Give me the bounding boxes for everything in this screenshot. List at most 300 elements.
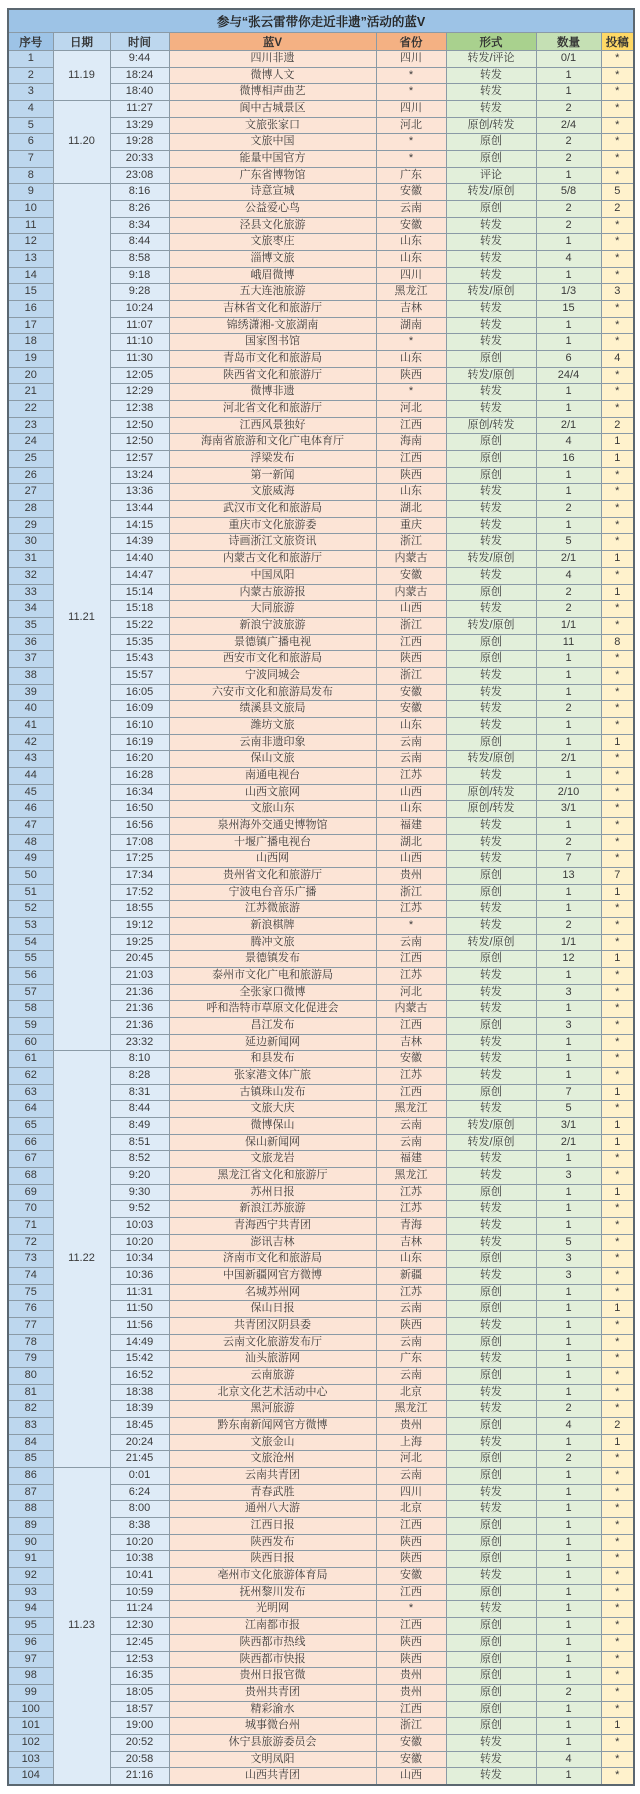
submission-cell: * bbox=[601, 1684, 634, 1701]
serial-cell: 83 bbox=[8, 1418, 53, 1435]
province-cell: * bbox=[376, 1601, 446, 1618]
form-cell: 原创 bbox=[446, 201, 536, 218]
serial-cell: 37 bbox=[8, 651, 53, 668]
submission-cell: 1 bbox=[601, 1434, 634, 1451]
form-cell: 转发 bbox=[446, 317, 536, 334]
submission-cell: * bbox=[601, 651, 634, 668]
province-cell: 江苏 bbox=[376, 1067, 446, 1084]
serial-cell: 78 bbox=[8, 1334, 53, 1351]
submission-cell: * bbox=[601, 1668, 634, 1685]
province-cell: 江西 bbox=[376, 1584, 446, 1601]
bluev-name-cell: 山西网 bbox=[169, 851, 376, 868]
serial-cell: 41 bbox=[8, 717, 53, 734]
time-cell: 10:41 bbox=[110, 1568, 169, 1585]
submission-cell: * bbox=[601, 1401, 634, 1418]
serial-cell: 81 bbox=[8, 1384, 53, 1401]
province-cell: 海南 bbox=[376, 434, 446, 451]
province-cell: 山西 bbox=[376, 601, 446, 618]
quantity-cell: 1 bbox=[536, 1668, 601, 1685]
time-cell: 12:50 bbox=[110, 434, 169, 451]
form-cell: 原创 bbox=[446, 734, 536, 751]
form-cell: 转发/原创 bbox=[446, 367, 536, 384]
serial-cell: 5 bbox=[8, 117, 53, 134]
serial-cell: 91 bbox=[8, 1551, 53, 1568]
serial-cell: 74 bbox=[8, 1268, 53, 1285]
time-cell: 12:57 bbox=[110, 451, 169, 468]
form-cell: 转发 bbox=[446, 517, 536, 534]
serial-cell: 7 bbox=[8, 151, 53, 168]
column-header-bluev: 蓝V bbox=[169, 33, 376, 51]
serial-cell: 20 bbox=[8, 367, 53, 384]
bluev-name-cell: 光明网 bbox=[169, 1601, 376, 1618]
submission-cell: * bbox=[601, 51, 634, 68]
serial-cell: 22 bbox=[8, 401, 53, 418]
quantity-cell: 3 bbox=[536, 984, 601, 1001]
bluev-name-cell: 中国凤阳 bbox=[169, 567, 376, 584]
serial-cell: 61 bbox=[8, 1051, 53, 1068]
serial-cell: 24 bbox=[8, 434, 53, 451]
submission-cell: * bbox=[601, 467, 634, 484]
form-cell: 转发 bbox=[446, 984, 536, 1001]
bluev-name-cell: 中国新疆网官方微博 bbox=[169, 1268, 376, 1285]
bluev-name-cell: 十堰广播电视台 bbox=[169, 834, 376, 851]
quantity-cell: 4 bbox=[536, 1418, 601, 1435]
bluev-name-cell: 保山新闻网 bbox=[169, 1134, 376, 1151]
bluev-name-cell: 新浪宁波旅游 bbox=[169, 617, 376, 634]
bluev-name-cell: 吉林省文化和旅游厅 bbox=[169, 301, 376, 318]
form-cell: 转发 bbox=[446, 1051, 536, 1068]
form-cell: 原创 bbox=[446, 867, 536, 884]
form-cell: 转发 bbox=[446, 701, 536, 718]
table-row bbox=[8, 184, 634, 201]
date-cell: 11.22 bbox=[53, 1051, 110, 1468]
submission-cell: * bbox=[601, 1468, 634, 1485]
form-cell: 转发 bbox=[446, 901, 536, 918]
bluev-name-cell: 古镇珠山发布 bbox=[169, 1084, 376, 1101]
serial-cell: 66 bbox=[8, 1134, 53, 1151]
serial-cell: 73 bbox=[8, 1251, 53, 1268]
form-cell: 转发/原创 bbox=[446, 284, 536, 301]
form-cell: 原创 bbox=[446, 1668, 536, 1685]
time-cell: 18:38 bbox=[110, 1384, 169, 1401]
province-cell: 安徽 bbox=[376, 1734, 446, 1751]
province-cell: 吉林 bbox=[376, 1234, 446, 1251]
form-cell: 转发 bbox=[446, 1568, 536, 1585]
serial-cell: 32 bbox=[8, 567, 53, 584]
quantity-cell: 2 bbox=[536, 1684, 601, 1701]
submission-cell: 8 bbox=[601, 634, 634, 651]
form-cell: 原创 bbox=[446, 1251, 536, 1268]
quantity-cell: 2/1 bbox=[536, 751, 601, 768]
submission-cell: * bbox=[601, 67, 634, 84]
province-cell: 云南 bbox=[376, 751, 446, 768]
form-cell: 原创 bbox=[446, 1368, 536, 1385]
bluev-name-cell: 澎讯吉林 bbox=[169, 1234, 376, 1251]
province-cell: 云南 bbox=[376, 1334, 446, 1351]
submission-cell: * bbox=[601, 851, 634, 868]
bluev-name-cell: 云南共青团 bbox=[169, 1468, 376, 1485]
time-cell: 17:25 bbox=[110, 851, 169, 868]
submission-cell: * bbox=[601, 917, 634, 934]
province-cell: 湖南 bbox=[376, 317, 446, 334]
submission-cell: * bbox=[601, 1701, 634, 1718]
submission-cell: * bbox=[601, 934, 634, 951]
province-cell: 重庆 bbox=[376, 517, 446, 534]
bluev-name-cell: 广东省博物馆 bbox=[169, 167, 376, 184]
quantity-cell: 1 bbox=[536, 517, 601, 534]
submission-cell: * bbox=[601, 501, 634, 518]
province-cell: 河北 bbox=[376, 984, 446, 1001]
form-cell: 原创 bbox=[446, 1518, 536, 1535]
time-cell: 19:12 bbox=[110, 917, 169, 934]
form-cell: 转发 bbox=[446, 484, 536, 501]
form-cell: 转发 bbox=[446, 817, 536, 834]
serial-cell: 10 bbox=[8, 201, 53, 218]
province-cell: 黑龙江 bbox=[376, 1101, 446, 1118]
time-cell: 8:00 bbox=[110, 1501, 169, 1518]
submission-cell: 1 bbox=[601, 434, 634, 451]
submission-cell: 5 bbox=[601, 184, 634, 201]
bluev-name-cell: 阆中古城景区 bbox=[169, 101, 376, 118]
province-cell: 陕西 bbox=[376, 367, 446, 384]
quantity-cell: 16 bbox=[536, 451, 601, 468]
bluev-name-cell: 名城苏州网 bbox=[169, 1284, 376, 1301]
serial-cell: 26 bbox=[8, 467, 53, 484]
province-cell: 浙江 bbox=[376, 534, 446, 551]
bluev-name-cell: 文旅金山 bbox=[169, 1434, 376, 1451]
serial-cell: 56 bbox=[8, 967, 53, 984]
bluev-name-cell: 汕头旅游网 bbox=[169, 1351, 376, 1368]
form-cell: 原创 bbox=[446, 1017, 536, 1034]
form-cell: 原创 bbox=[446, 951, 536, 968]
province-cell: 黑龙江 bbox=[376, 1168, 446, 1185]
quantity-cell: 1 bbox=[536, 1201, 601, 1218]
bluev-name-cell: 保山文旅 bbox=[169, 751, 376, 768]
quantity-cell: 1 bbox=[536, 1151, 601, 1168]
submission-cell: 1 bbox=[601, 1134, 634, 1151]
bluev-name-cell: 宁波同城会 bbox=[169, 667, 376, 684]
form-cell: 原创 bbox=[446, 467, 536, 484]
form-cell: 转发 bbox=[446, 1751, 536, 1768]
bluev-name-cell: 浮梁发布 bbox=[169, 451, 376, 468]
time-cell: 10:20 bbox=[110, 1534, 169, 1551]
submission-cell: * bbox=[601, 1518, 634, 1535]
serial-cell: 89 bbox=[8, 1518, 53, 1535]
quantity-cell: 5 bbox=[536, 1234, 601, 1251]
province-cell: 贵州 bbox=[376, 1684, 446, 1701]
serial-cell: 21 bbox=[8, 384, 53, 401]
submission-cell: * bbox=[601, 1067, 634, 1084]
time-cell: 11:50 bbox=[110, 1301, 169, 1318]
time-cell: 15:57 bbox=[110, 667, 169, 684]
form-cell: 转发 bbox=[446, 834, 536, 851]
bluev-name-cell: 重庆市文化旅游委 bbox=[169, 517, 376, 534]
bluev-name-cell: 休宁县旅游委员会 bbox=[169, 1734, 376, 1751]
bluev-name-cell: 保山日报 bbox=[169, 1301, 376, 1318]
submission-cell: 1 bbox=[601, 1118, 634, 1135]
serial-cell: 12 bbox=[8, 234, 53, 251]
submission-cell: * bbox=[601, 667, 634, 684]
submission-cell: * bbox=[601, 767, 634, 784]
quantity-cell: 1 bbox=[536, 1734, 601, 1751]
form-cell: 原创 bbox=[446, 1468, 536, 1485]
quantity-cell: 1 bbox=[536, 1051, 601, 1068]
time-cell: 8:38 bbox=[110, 1518, 169, 1535]
form-cell: 原创 bbox=[446, 1584, 536, 1601]
time-cell: 12:29 bbox=[110, 384, 169, 401]
quantity-cell: 2/1 bbox=[536, 551, 601, 568]
form-cell: 转发 bbox=[446, 684, 536, 701]
submission-cell: * bbox=[601, 1101, 634, 1118]
form-cell: 原创/转发 bbox=[446, 417, 536, 434]
form-cell: 转发 bbox=[446, 1101, 536, 1118]
table-title: 参与“张云雷带你走近非遗”活动的蓝V bbox=[8, 9, 634, 33]
time-cell: 14:40 bbox=[110, 551, 169, 568]
serial-cell: 70 bbox=[8, 1201, 53, 1218]
province-cell: 福建 bbox=[376, 817, 446, 834]
province-cell: 湖北 bbox=[376, 501, 446, 518]
submission-cell: * bbox=[601, 1017, 634, 1034]
time-cell: 8:31 bbox=[110, 1084, 169, 1101]
time-cell: 8:51 bbox=[110, 1134, 169, 1151]
form-cell: 转发 bbox=[446, 917, 536, 934]
province-cell: 山东 bbox=[376, 234, 446, 251]
time-cell: 20:52 bbox=[110, 1734, 169, 1751]
bluev-name-cell: 文旅威海 bbox=[169, 484, 376, 501]
time-cell: 8:16 bbox=[110, 184, 169, 201]
province-cell: 浙江 bbox=[376, 667, 446, 684]
bluev-name-cell: 陕西都市热线 bbox=[169, 1634, 376, 1651]
serial-cell: 31 bbox=[8, 551, 53, 568]
date-cell: 11.19 bbox=[53, 51, 110, 101]
submission-cell: * bbox=[601, 101, 634, 118]
date-cell: 11.21 bbox=[53, 184, 110, 1051]
time-cell: 13:36 bbox=[110, 484, 169, 501]
serial-cell: 82 bbox=[8, 1401, 53, 1418]
bluev-name-cell: 诗画浙江文旅资讯 bbox=[169, 534, 376, 551]
quantity-cell: 1 bbox=[536, 1434, 601, 1451]
submission-cell: * bbox=[601, 1584, 634, 1601]
quantity-cell: 2/1 bbox=[536, 1134, 601, 1151]
province-cell: 山西 bbox=[376, 851, 446, 868]
table-row bbox=[8, 101, 634, 118]
form-cell: 原创 bbox=[446, 1701, 536, 1718]
province-cell: 安徽 bbox=[376, 701, 446, 718]
serial-cell: 79 bbox=[8, 1351, 53, 1368]
time-cell: 16:56 bbox=[110, 817, 169, 834]
province-cell: 山东 bbox=[376, 484, 446, 501]
province-cell: 江苏 bbox=[376, 1284, 446, 1301]
serial-cell: 25 bbox=[8, 451, 53, 468]
time-cell: 12:45 bbox=[110, 1634, 169, 1651]
table-row bbox=[8, 1051, 634, 1068]
serial-cell: 6 bbox=[8, 134, 53, 151]
form-cell: 转发 bbox=[446, 401, 536, 418]
province-cell: 福建 bbox=[376, 1151, 446, 1168]
submission-cell: * bbox=[601, 1501, 634, 1518]
province-cell: 江苏 bbox=[376, 1184, 446, 1201]
bluev-name-cell: 微博保山 bbox=[169, 1118, 376, 1135]
quantity-cell: 1 bbox=[536, 1384, 601, 1401]
bluev-name-cell: 能量中国官方 bbox=[169, 151, 376, 168]
quantity-cell: 1 bbox=[536, 1651, 601, 1668]
time-cell: 10:38 bbox=[110, 1551, 169, 1568]
serial-cell: 94 bbox=[8, 1601, 53, 1618]
bluev-name-cell: 泾县文化旅游 bbox=[169, 217, 376, 234]
time-cell: 8:28 bbox=[110, 1067, 169, 1084]
bluev-name-cell: 文旅龙岩 bbox=[169, 1151, 376, 1168]
serial-cell: 4 bbox=[8, 101, 53, 118]
bluev-name-cell: 通州八大游 bbox=[169, 1501, 376, 1518]
serial-cell: 16 bbox=[8, 301, 53, 318]
quantity-cell: 1 bbox=[536, 1718, 601, 1735]
quantity-cell: 1 bbox=[536, 901, 601, 918]
serial-cell: 69 bbox=[8, 1184, 53, 1201]
quantity-cell: 1 bbox=[536, 1468, 601, 1485]
quantity-cell: 1 bbox=[536, 334, 601, 351]
form-cell: 评论 bbox=[446, 167, 536, 184]
bluev-name-cell: 文旅张家口 bbox=[169, 117, 376, 134]
submission-cell: * bbox=[601, 301, 634, 318]
time-cell: 15:18 bbox=[110, 601, 169, 618]
serial-cell: 60 bbox=[8, 1034, 53, 1051]
bluev-name-cell: 文旅大庆 bbox=[169, 1101, 376, 1118]
bluev-name-cell: 泰州市文化广电和旅游局 bbox=[169, 967, 376, 984]
time-cell: 21:36 bbox=[110, 1017, 169, 1034]
submission-cell: 1 bbox=[601, 1084, 634, 1101]
province-cell: 贵州 bbox=[376, 1418, 446, 1435]
time-cell: 8:58 bbox=[110, 251, 169, 268]
quantity-cell: 1 bbox=[536, 84, 601, 101]
submission-cell: * bbox=[601, 1368, 634, 1385]
serial-cell: 103 bbox=[8, 1751, 53, 1768]
submission-cell: * bbox=[601, 967, 634, 984]
province-cell: 河北 bbox=[376, 1451, 446, 1468]
form-cell: 转发 bbox=[446, 1067, 536, 1084]
quantity-cell: 1 bbox=[536, 484, 601, 501]
submission-cell: * bbox=[601, 151, 634, 168]
quantity-cell: 2 bbox=[536, 601, 601, 618]
form-cell: 转发 bbox=[446, 601, 536, 618]
bluev-name-cell: 内蒙古文化和旅游厅 bbox=[169, 551, 376, 568]
quantity-cell: 1 bbox=[536, 1318, 601, 1335]
bluev-name-cell: 河北省文化和旅游厅 bbox=[169, 401, 376, 418]
time-cell: 21:45 bbox=[110, 1451, 169, 1468]
province-cell: 陕西 bbox=[376, 1534, 446, 1551]
province-cell: 吉林 bbox=[376, 1034, 446, 1051]
column-header-form: 形式 bbox=[446, 33, 536, 51]
submission-cell: * bbox=[601, 1318, 634, 1335]
submission-cell: * bbox=[601, 901, 634, 918]
serial-cell: 67 bbox=[8, 1151, 53, 1168]
time-cell: 8:26 bbox=[110, 201, 169, 218]
bluev-name-cell: 内蒙古旅游报 bbox=[169, 584, 376, 601]
province-cell: 云南 bbox=[376, 201, 446, 218]
form-cell: 原创 bbox=[446, 634, 536, 651]
quantity-cell: 1 bbox=[536, 1301, 601, 1318]
submission-cell: * bbox=[601, 717, 634, 734]
serial-cell: 19 bbox=[8, 351, 53, 368]
form-cell: 转发 bbox=[446, 1501, 536, 1518]
time-cell: 15:43 bbox=[110, 651, 169, 668]
serial-cell: 71 bbox=[8, 1218, 53, 1235]
bluev-name-cell: 泉州海外交通史博物馆 bbox=[169, 817, 376, 834]
time-cell: 8:44 bbox=[110, 1101, 169, 1118]
bluev-name-cell: 山西共青团 bbox=[169, 1768, 376, 1785]
submission-cell: * bbox=[601, 517, 634, 534]
bluev-name-cell: 北京文化艺术活动中心 bbox=[169, 1384, 376, 1401]
province-cell: 广东 bbox=[376, 1351, 446, 1368]
submission-cell: * bbox=[601, 1234, 634, 1251]
quantity-cell: 2 bbox=[536, 584, 601, 601]
time-cell: 11:27 bbox=[110, 101, 169, 118]
quantity-cell: 1 bbox=[536, 684, 601, 701]
bluev-name-cell: 文明凤阳 bbox=[169, 1751, 376, 1768]
bluev-name-cell: 六安市文化和旅游局发布 bbox=[169, 684, 376, 701]
time-cell: 17:08 bbox=[110, 834, 169, 851]
serial-cell: 23 bbox=[8, 417, 53, 434]
province-cell: 江西 bbox=[376, 417, 446, 434]
form-cell: 转发 bbox=[446, 567, 536, 584]
serial-cell: 42 bbox=[8, 734, 53, 751]
form-cell: 转发 bbox=[446, 67, 536, 84]
serial-cell: 65 bbox=[8, 1118, 53, 1135]
serial-cell: 34 bbox=[8, 601, 53, 618]
form-cell: 原创 bbox=[446, 884, 536, 901]
province-cell: 河北 bbox=[376, 401, 446, 418]
bluev-name-cell: 宁波电台音乐广播 bbox=[169, 884, 376, 901]
bluev-name-cell: 江苏微旅游 bbox=[169, 901, 376, 918]
time-cell: 13:44 bbox=[110, 501, 169, 518]
province-cell: 江西 bbox=[376, 1518, 446, 1535]
submission-cell: * bbox=[601, 1218, 634, 1235]
form-cell: 转发 bbox=[446, 1351, 536, 1368]
time-cell: 10:34 bbox=[110, 1251, 169, 1268]
quantity-cell: 1 bbox=[536, 817, 601, 834]
serial-cell: 95 bbox=[8, 1618, 53, 1635]
quantity-cell: 4 bbox=[536, 251, 601, 268]
form-cell: 原创 bbox=[446, 1718, 536, 1735]
bluev-name-cell: 陕西省文化和旅游厅 bbox=[169, 367, 376, 384]
time-cell: 15:35 bbox=[110, 634, 169, 651]
quantity-cell: 1 bbox=[536, 1701, 601, 1718]
quantity-cell: 2/10 bbox=[536, 784, 601, 801]
form-cell: 原创 bbox=[446, 1184, 536, 1201]
form-cell: 原创 bbox=[446, 1084, 536, 1101]
form-cell: 转发 bbox=[446, 1168, 536, 1185]
province-cell: 山东 bbox=[376, 351, 446, 368]
province-cell: 北京 bbox=[376, 1384, 446, 1401]
bluev-name-cell: 抚州黎川发布 bbox=[169, 1584, 376, 1601]
submission-cell: * bbox=[601, 401, 634, 418]
form-cell: 原创 bbox=[446, 451, 536, 468]
bluev-name-cell: 新浪棋牌 bbox=[169, 917, 376, 934]
submission-cell: * bbox=[601, 334, 634, 351]
serial-cell: 17 bbox=[8, 317, 53, 334]
table-row bbox=[8, 1468, 634, 1485]
time-cell: 9:30 bbox=[110, 1184, 169, 1201]
bluev-name-cell: 黑龙江省文化和旅游厅 bbox=[169, 1168, 376, 1185]
time-cell: 20:24 bbox=[110, 1434, 169, 1451]
province-cell: 陕西 bbox=[376, 1318, 446, 1335]
bluev-name-cell: 新浪江苏旅游 bbox=[169, 1201, 376, 1218]
province-cell: 内蒙古 bbox=[376, 1001, 446, 1018]
time-cell: 11:10 bbox=[110, 334, 169, 351]
form-cell: 原创 bbox=[446, 1284, 536, 1301]
form-cell: 转发/原创 bbox=[446, 1118, 536, 1135]
time-cell: 16:20 bbox=[110, 751, 169, 768]
time-cell: 23:32 bbox=[110, 1034, 169, 1051]
